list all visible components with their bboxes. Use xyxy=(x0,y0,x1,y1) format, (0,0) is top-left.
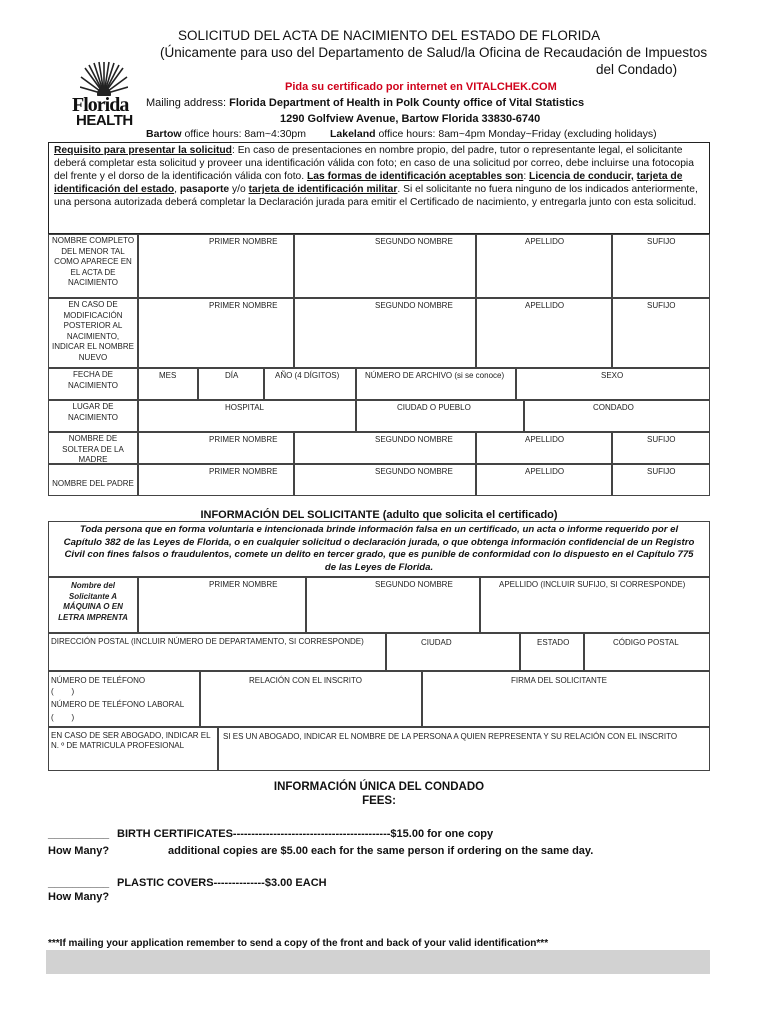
year-field[interactable] xyxy=(264,368,356,400)
signature-caption: FIRMA DEL SOLICITANTE xyxy=(511,676,608,685)
birth-cert-fee: BIRTH CERTIFICATES-------------------------------------------$15.00 for one copy xyxy=(117,828,494,840)
work-phone-caption: NÚMERO DE TELÉFONO LABORAL xyxy=(51,700,185,709)
plastic-cover-fee: PLASTIC COVERS--------------$3.00 EACH xyxy=(117,877,327,889)
file-number-field[interactable] xyxy=(356,368,516,400)
applicant-last-field[interactable] xyxy=(480,577,710,633)
signature-field[interactable] xyxy=(422,671,710,727)
amended-last-field[interactable] xyxy=(476,298,612,368)
sunburst-icon xyxy=(80,60,128,96)
amended-first-caption: PRIMER NOMBRE xyxy=(209,301,278,310)
applicant-middle-field[interactable] xyxy=(306,577,480,633)
father-first-field[interactable] xyxy=(138,464,294,496)
birth-cert-quantity[interactable]: __________ xyxy=(48,828,110,840)
father-suffix-field[interactable] xyxy=(612,464,710,496)
applicant-zip-caption: CÓDIGO POSTAL xyxy=(613,638,679,647)
father-name-label: NOMBRE DEL PADRE xyxy=(48,464,138,496)
birth-city-caption: CIUDAD O PUEBLO xyxy=(397,403,471,412)
mother-last-field[interactable] xyxy=(476,432,612,464)
applicant-state-caption: ESTADO xyxy=(537,638,570,647)
hospital-caption: HOSPITAL xyxy=(225,403,264,412)
phone-caption: NÚMERO DE TELÉFONO xyxy=(51,676,146,685)
florida-health-logo xyxy=(72,60,134,130)
form-header xyxy=(0,0,770,150)
applicant-section-title: INFORMACIÓN DEL SOLICITANTE (adulto que solicita el certificado) xyxy=(200,509,558,521)
amended-suffix-field[interactable] xyxy=(612,298,710,368)
fees-heading: FEES: xyxy=(362,795,396,807)
mailing-address: Mailing address: Florida Department of Health in Polk County office of Vital Statistics xyxy=(146,97,585,109)
how-many-label-1: How Many? xyxy=(48,845,110,857)
attorney-rep-caption: SI ES UN ABOGADO, INDICAR EL NOMBRE DE LA PERSONA A QUIEN REPRESENTA Y SU RELACIÓN CON EL INSCRITO xyxy=(223,732,678,741)
amended-middle-caption: SEGUNDO NOMBRE xyxy=(375,301,453,310)
phone-area-code: ( ) xyxy=(51,687,75,696)
lakeland-hours: Lakeland office hours: 8am~4pm Monday~Friday (excluding holidays) xyxy=(330,128,657,140)
form-subtitle: (Únicamente para uso del Departamento de Salud/la Oficina de Recaudación de Impuestos xyxy=(160,45,708,60)
middle-name-field[interactable] xyxy=(294,234,476,298)
hospital-field[interactable] xyxy=(138,400,356,432)
file-number-caption: NÚMERO DE ARCHIVO (si se conoce) xyxy=(365,371,505,380)
suffix-field[interactable] xyxy=(612,234,710,298)
form-subtitle-end: del Condado) xyxy=(596,62,678,77)
relation-field[interactable] xyxy=(200,671,422,727)
form-title: SOLICITUD DEL ACTA DE NACIMIENTO DEL ESTADO DE FLORIDA xyxy=(178,28,601,43)
office-use-bar xyxy=(46,950,710,974)
father-first-caption: PRIMER NOMBRE xyxy=(209,467,278,476)
work-phone-area-code: ( ) xyxy=(51,713,75,722)
bartow-hours: Bartow office hours: 8am~4:30pm xyxy=(146,128,307,140)
year-caption: AÑO (4 DÍGITOS) xyxy=(275,371,340,380)
birth-county-field[interactable] xyxy=(524,400,710,432)
amended-first-field[interactable] xyxy=(138,298,294,368)
father-last-caption: APELLIDO xyxy=(525,467,565,476)
month-field[interactable] xyxy=(138,368,198,400)
first-name-caption: PRIMER NOMBRE xyxy=(209,237,278,246)
birth-county-caption: CONDADO xyxy=(593,403,634,412)
full-name-label: NOMBRE COMPLETO DEL MENOR TAL COMO APARECE EN EL ACTA DE NACIMIENTO xyxy=(48,234,138,298)
amended-last-caption: APELLIDO xyxy=(525,301,565,310)
father-last-field[interactable] xyxy=(476,464,612,496)
county-info-title xyxy=(48,780,710,808)
father-suffix-caption: SUFIJO xyxy=(647,467,676,476)
requirement-box: Requisito para presentar la solicitud: En caso de presentaciones en nombre propio, del padre, tutor o representante legal, el solicitante deberá completar esta solicitud y proveer una identificación válida con foto; en caso de una solicitud por correo, debe incluirse una fotocopia del frente y el dorso de la identificación válida con foto. Las formas de identificación aceptables son: Licencia de conducir, tarjeta de identificación del estado, pasaporte y/o tarjeta de identificación militar. Si el solicitante no fuera ninguno de los indicados anteriormente, una persona autorizada deberá completar la Declaración jurada para emitir el Certificado de nacimiento, y entregarla junto con esta solicitud. xyxy=(48,142,710,234)
last-name-field[interactable] xyxy=(476,234,612,298)
month-caption: MES xyxy=(159,371,177,380)
applicant-last-caption: APELLIDO (INCLUIR SUFIJO, SI CORRESPONDE) xyxy=(499,580,686,589)
day-field[interactable] xyxy=(198,368,264,400)
first-name-field[interactable] xyxy=(138,234,294,298)
how-many-label-2: How Many? xyxy=(48,891,110,903)
attorney-bar-field[interactable]: EN CASO DE SER ABOGADO, INDICAR EL N. º DE MATRICULA PROFESIONAL xyxy=(48,727,218,771)
false-info-warning: Toda persona que en forma voluntaria e intencionada brinde información falsa en un certificado, un acta o informe requerido por el Capítulo 382 de las Leyes de Florida, o en cualquier solicitud o declaración jurada, o que obtenga información confidencial de un Registro Civil con fines falsos o fraudulentos, comete un delito en tercer grado, que es punible de conformidad con lo dispuesto en el Capítulo 775 de las Leyes de Florida. xyxy=(48,521,710,577)
mother-middle-caption: SEGUNDO NOMBRE xyxy=(375,435,453,444)
applicant-first-field[interactable] xyxy=(138,577,306,633)
phone-field[interactable] xyxy=(48,671,200,727)
father-middle-caption: SEGUNDO NOMBRE xyxy=(375,467,453,476)
birth-city-field[interactable] xyxy=(356,400,524,432)
mother-name-label: NOMBRE DE SOLTERA DE LA MADRE xyxy=(48,432,138,464)
mailing-address-field[interactable]: DIRECCIÓN POSTAL (INCLUIR NÚMERO DE DEPARTAMENTO, SI CORRESPONDE) xyxy=(48,633,386,671)
middle-name-caption: SEGUNDO NOMBRE xyxy=(375,237,453,246)
county-title: INFORMACIÓN ÚNICA DEL CONDADO xyxy=(273,781,485,793)
mailing-note: ***If mailing your application remember to send a copy of the front and back of your valid identification*** xyxy=(48,938,549,949)
logo-text-florida: Florida xyxy=(72,94,129,116)
father-middle-field[interactable] xyxy=(294,464,476,496)
sex-caption: SEXO xyxy=(601,371,624,380)
suffix-caption: SUFIJO xyxy=(647,237,676,246)
mother-last-caption: APELLIDO xyxy=(525,435,565,444)
amended-suffix-caption: SUFIJO xyxy=(647,301,676,310)
sex-field[interactable] xyxy=(516,368,710,400)
mother-first-caption: PRIMER NOMBRE xyxy=(209,435,278,444)
logo-text-health: HEALTH xyxy=(76,112,133,129)
relation-caption: RELACIÓN CON EL INSCRITO xyxy=(249,676,362,685)
mother-first-field[interactable] xyxy=(138,432,294,464)
mailing-street: 1290 Golfview Avenue, Bartow Florida 33830-6740 xyxy=(280,113,541,125)
applicant-city-caption: CIUDAD xyxy=(421,638,452,647)
birth-date-label: FECHA DE NACIMIENTO xyxy=(48,368,138,400)
last-name-caption: APELLIDO xyxy=(525,237,565,246)
mother-suffix-field[interactable] xyxy=(612,432,710,464)
amended-name-label: EN CASO DE MODIFICACIÓN POSTERIOR AL NACIMIENTO, INDICAR EL NOMBRE NUEVO xyxy=(48,298,138,368)
applicant-state-field[interactable] xyxy=(520,633,584,671)
amended-middle-field[interactable] xyxy=(294,298,476,368)
mother-middle-field[interactable] xyxy=(294,432,476,464)
applicant-name-label: Nombre del Solicitante A MÁQUINA O EN LETRA IMPRENTA xyxy=(48,577,138,633)
birth-place-label: LUGAR DE NACIMIENTO xyxy=(48,400,138,432)
online-order-link[interactable]: Pida su certificado por internet en VITALCHEK.COM xyxy=(285,81,557,93)
applicant-middle-caption: SEGUNDO NOMBRE xyxy=(375,580,453,589)
additional-copies-fee: additional copies are $5.00 each for the same person if ordering on the same day. xyxy=(168,845,594,857)
day-caption: DÍA xyxy=(225,371,239,380)
plastic-cover-quantity[interactable]: __________ xyxy=(48,877,110,889)
applicant-zip-field[interactable] xyxy=(584,633,710,671)
applicant-first-caption: PRIMER NOMBRE xyxy=(209,580,278,589)
mother-suffix-caption: SUFIJO xyxy=(647,435,676,444)
attorney-rep-field[interactable] xyxy=(218,727,710,771)
applicant-city-field[interactable] xyxy=(386,633,520,671)
